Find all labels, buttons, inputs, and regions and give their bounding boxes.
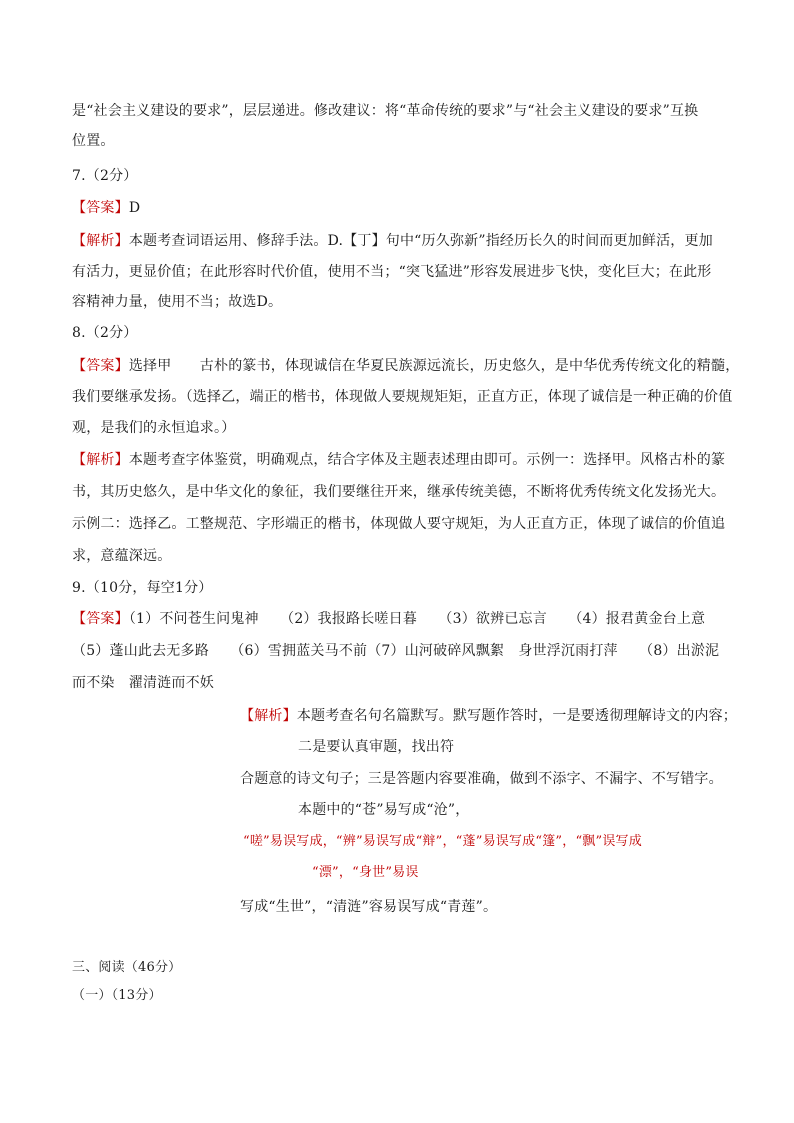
- answer-line: [72, 198, 140, 218]
- answer-text: 选择甲 古朴的篆书，体现诚信在华夏民族源远流长，历史悠久，是中华优秀传统文化的精髓，: [128, 358, 740, 374]
- analysis-text: 写成“生世”，“清涟”容易误写成“青莲”。: [240, 899, 498, 915]
- answer-label: 【答案】: [72, 611, 129, 627]
- analysis-text: “漂”，“身世”易误: [312, 865, 419, 880]
- answer-text: 我们要继承发扬。（选择乙，端正的楷书，体现做人要规规矩矩，正直方正，体现了诚信是一种正确的价值: [72, 389, 733, 405]
- analysis-text: 有活力，更显价值；在此形容时代价值，使用不当；“突飞猛进”形容发展进步飞快，变化巨大；在此形: [72, 264, 712, 280]
- analysis-text: 二是要认真审题，找出符: [298, 739, 455, 755]
- analysis-text: 本题考查字体鉴赏，明确观点，结合字体及主题表述理由即可。示例一：选择甲。风格古朴的篆: [128, 452, 726, 468]
- answer-text: D: [128, 200, 141, 216]
- question-number: 9.（10分，每空1分）: [72, 580, 213, 596]
- answer-line: [72, 356, 739, 376]
- analysis-label: 【解析】: [72, 233, 129, 249]
- answer-label: 【答案】: [72, 358, 129, 374]
- analysis-line: [240, 706, 737, 726]
- analysis-line: [72, 450, 725, 470]
- analysis-label: 【解析】: [72, 452, 129, 468]
- answer-line: [72, 609, 705, 629]
- question-number: 7.（2分）: [72, 168, 138, 184]
- analysis-text: 示例二：选择乙。工整规范、字形端正的楷书，体现做人要守规矩，为人正直方正，体现了诚信的价值追: [72, 516, 726, 532]
- analysis-label: 【解析】: [240, 708, 297, 724]
- analysis-line: [72, 231, 713, 251]
- subsection-heading: （一）（13分）: [72, 988, 162, 1003]
- section-heading: 三、阅读（46分）: [72, 960, 182, 975]
- text-line: 位置。: [72, 133, 115, 149]
- analysis-text: 本题考查词语运用、修辞手法。D.【丁】句中“历久弥新”指经历长久的时间而更加鲜活，更加: [128, 233, 713, 249]
- analysis-text: “嗟”易误写成，“辨”易误写成“辩”，“蓬”易误写成“篷”，“飘”误写成: [243, 834, 642, 849]
- text-line: 是“社会主义建设的要求”，层层递进。修改建议：将“革命传统的要求”与“社会主义建设的要求”互换: [72, 103, 699, 119]
- analysis-text: 容精神力量，使用不当；故选D。: [72, 294, 283, 310]
- analysis-text: 书，其历史悠久，是中华文化的象征，我们要继往开来，继承传统美德，不断将优秀传统文化发扬光大。: [72, 484, 726, 500]
- analysis-text: 本题中的“苍”易写成“沧”，: [298, 802, 470, 818]
- question-number: 8.（2分）: [72, 325, 138, 341]
- answer-label: 【答案】: [72, 200, 129, 216]
- analysis-text: 合题意的诗文句子；三是答题内容要准确，做到不添字、不漏字、不写错字。: [240, 771, 723, 787]
- analysis-text: 本题考查名句名篇默写。默写题作答时，一是要透彻理解诗文的内容；: [296, 708, 738, 724]
- answer-text: （5）蓬山此去无多路 （6）雪拥蓝关马不前（7）山河破碎风飘絮 身世浮沉雨打萍 （8）出淤泥: [72, 643, 720, 659]
- analysis-text: 求，意蕴深远。: [72, 548, 172, 564]
- answer-text: 观，是我们的永恒追求。）: [72, 420, 236, 436]
- answer-text: （1）不问苍生问鬼神 （2）我报路长嗟日暮 （3）欲辨已忘言 （4）报君黄金台上意: [128, 611, 706, 627]
- answer-text: 而不染 濯清涟而不妖: [72, 675, 214, 691]
